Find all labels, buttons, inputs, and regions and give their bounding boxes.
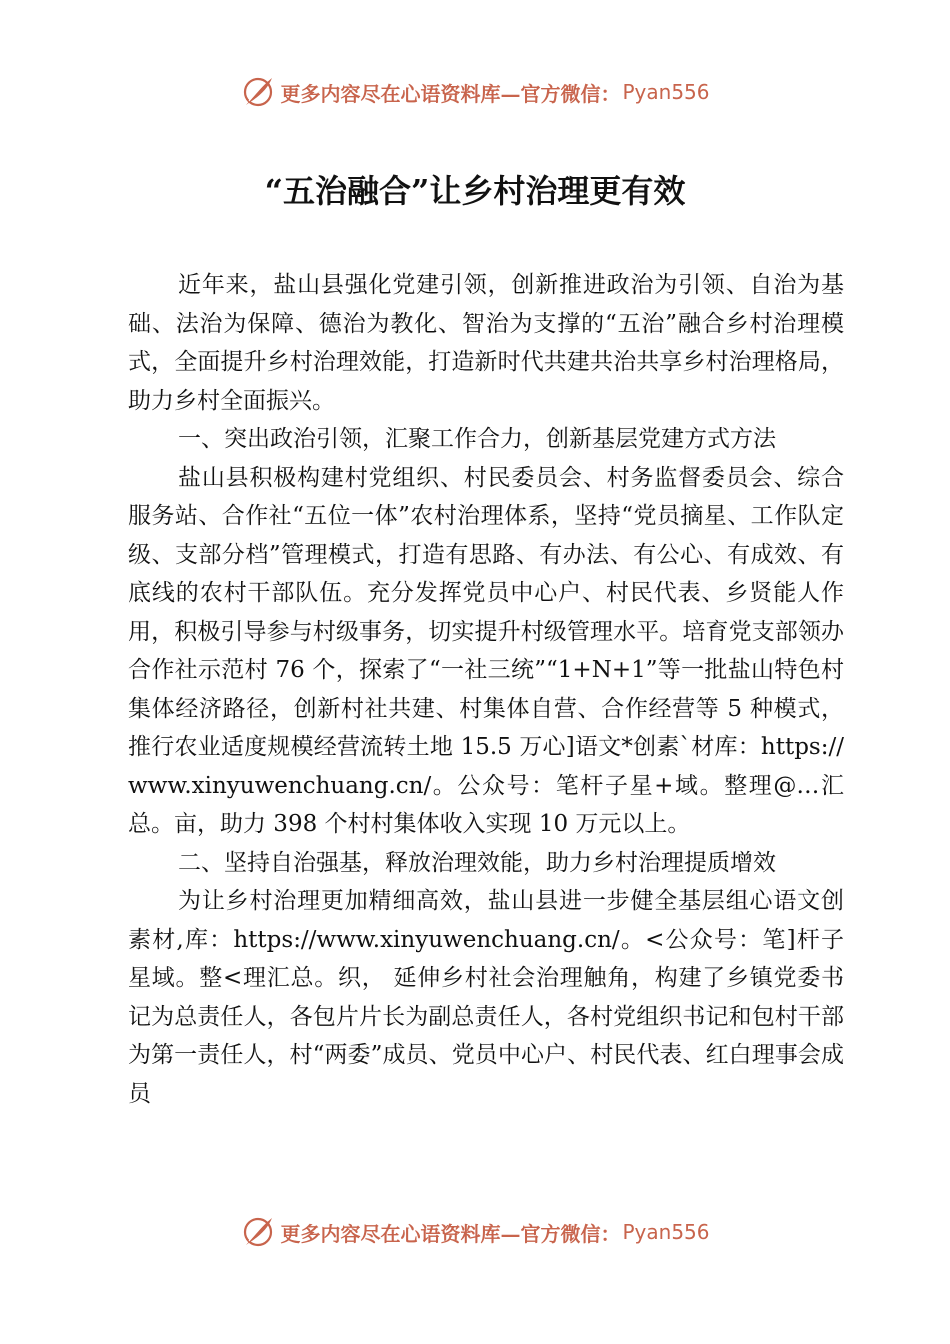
paragraph-section-1: 盐山县积极构建村党组织、村民委员会、村务监督委员会、综合服务站、合作社“五位一体”农村治理体系，坚持“党员摘星、工作队定级、支部分档”管理模式，打造有思路、有办法、有公心、有成效、有底线的农村干部队伍。充分发挥党员中心户、村民代表、乡贤能人作用，积极引导参与村级事务，切实提升村级管理水平。培育党支部领办合作社示范村 76 个，探索了“一社三统”“1+N+1”等一批盐山特色村集体经济路径，创新村社共建、村集体自营、合作经营等 5 种模式，推行农业适度规模经营流转土地 15.5 万心]语文*创素`材库：https://www.xinyuwenchuang.cn/。公众号：笔杆子星+域。整理@…汇总。亩，助力 398 个村村集体收入实现 10 万元以上。 — [128, 464, 844, 837]
section-heading-2: 二、坚持自治强基，释放治理效能，助力乡村治理提质增效 — [178, 849, 776, 876]
document-title: “五治融合”让乡村治理更有效 — [264, 172, 686, 210]
watermark-account: Pyan556 — [622, 80, 710, 104]
document-body — [128, 266, 844, 1113]
watermark-text: 更多内容尽在心语资料库—官方微信： — [280, 1221, 621, 1246]
section-heading-1: 一、突出政治引领，汇聚工作合力，创新基层党建方式方法 — [178, 426, 776, 452]
watermark-text: 更多内容尽在心语资料库—官方微信： — [280, 81, 621, 106]
paragraph-section-2: 为让乡村治理更加精细高效，盐山县进一步健全基层组心语文创素材,库：https://www.xinyuwenchuang.cn/。<公众号：笔]杆子星域。整<理汇总。织， 延伸乡村社会治理触角，构建了乡镇党委书记为总责任人，各包片片长为副总责任人，各村党组织书记和包村干部为第一责任人，村“两委”成员、党员中心户、村民代表、红白理事会成员 — [128, 888, 844, 1107]
feather-pen-logo-icon — [240, 74, 276, 110]
watermark-account: Pyan556 — [622, 1220, 710, 1244]
feather-pen-logo-icon — [240, 1214, 276, 1250]
bottom-watermark-banner — [0, 1212, 950, 1252]
paragraph-intro: 近年来，盐山县强化党建引领，创新推进政治为引领、自治为基础、法治为保障、德治为教化、智治为支撑的“五治”融合乡村治理模式，全面提升乡村治理效能，打造新时代共建共治共享乡村治理格局，助力乡村全面振兴。 — [128, 272, 844, 414]
top-watermark-banner — [0, 72, 950, 112]
